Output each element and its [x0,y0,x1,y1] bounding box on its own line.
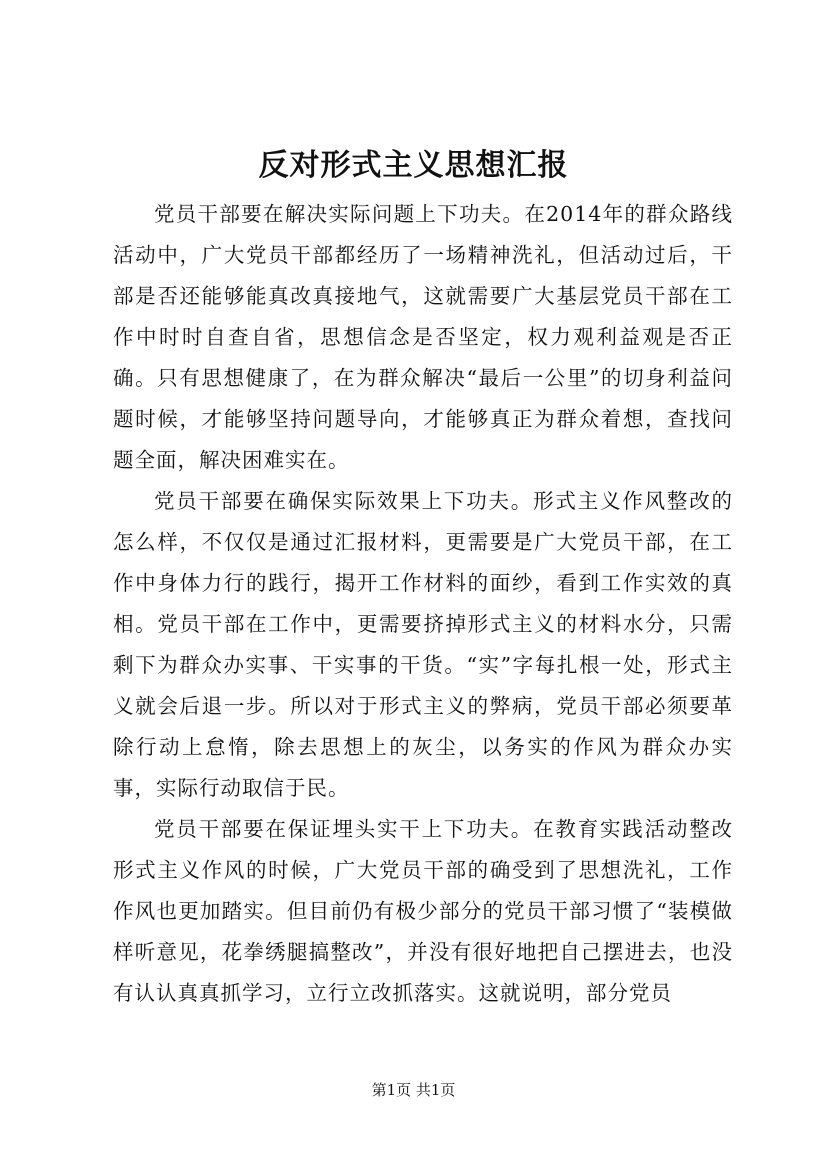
page-footer: 第1页 共1页 [371,1081,456,1099]
paragraph-3: 党员干部要在保证埋头实干上下功夫。在教育实践活动整改形式主义作风的时候，广大党员干部的确受到了思想洗礼，工作作风也更加踏实。但目前仍有极少部分的党员干部习惯了“装模做样听意见，花拳绣腿搞整改”，并没有很好地把自己摆进去，也没有认认真真抓学习，立行立改抓落实。这就说明，部分党员 [113,817,733,1005]
paragraph-2: 党员干部要在确保实际效果上下功夫。形式主义作风整改的怎么样，不仅仅是通过汇报材料，更需要是广大党员干部，在工作中身体力行的践行，揭开工作材料的面纱，看到工作实效的真相。党员干部在工作中，更需要挤掉形式主义的材料水分，只需剩下为群众办实事、干实事的干货。“实”字每扎根一处，形式主义就会后退一步。所以对于形式主义的弊病，党员干部必须要革除行动上怠惰，除去思想上的灰尘，以务实的作风为群众办实事，实际行动取信于民。 [113,489,733,800]
document-title: 反对形式主义思想汇报 [258,148,569,183]
document-body [113,194,733,1014]
paragraph-1: 党员干部要在解决实际问题上下功夫。在2014年的群众路线活动中，广大党员干部都经历了一场精神洗礼，但活动过后，干部是否还能够能真改真接地气，这就需要广大基层党员干部在工作中时时自查自省，思想信念是否坚定，权力观利益观是否正确。只有思想健康了，在为群众解决“最后一公里”的切身利益问题时候，才能够坚持问题导向，才能够真正为群众着想，查找问题全面，解决困难实在。 [113,202,733,472]
